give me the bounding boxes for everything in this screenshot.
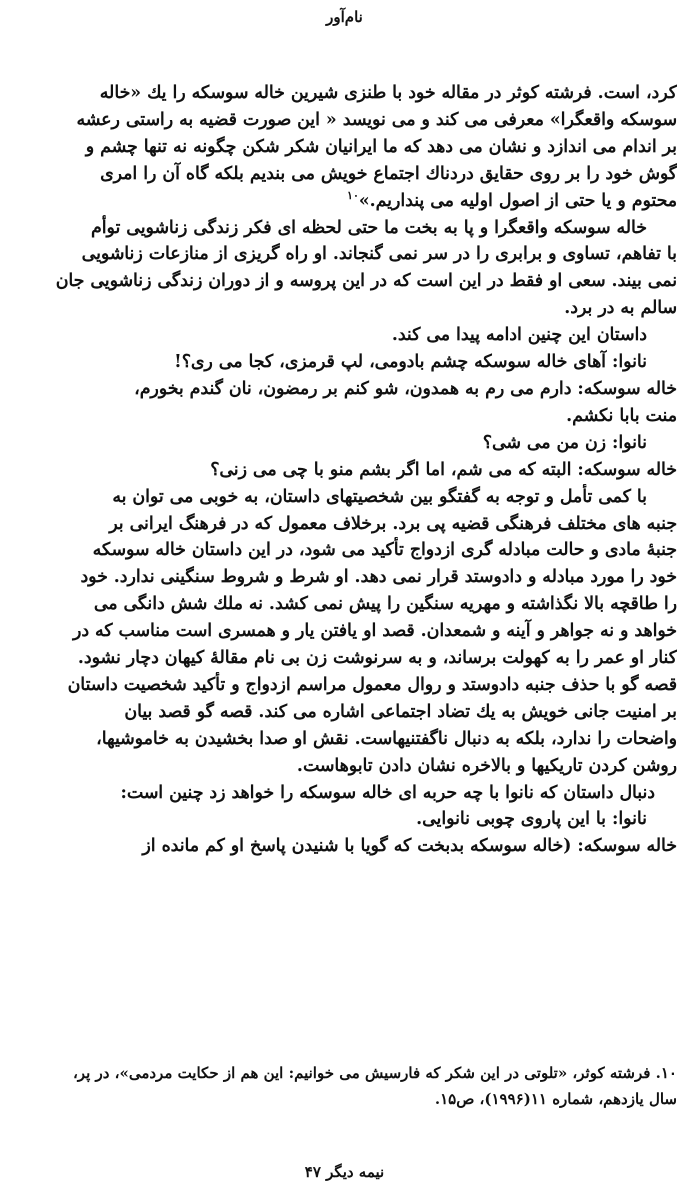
text-line: گوش خود را بر روی حقایق دردناك اجتماع خویش می بندیم بلکه گاه آن را امری (100, 163, 677, 184)
footnote-divider (477, 1054, 677, 1055)
text-line: کرد، است. فرشته کوثر در مقاله خود با طنزی شیرین خاله سوسکه را یك «خاله (99, 83, 677, 103)
text-line: با تفاهم، تساوی و برابری را در سر نمی گنجاند. او راه گریزی از منازعات زناشویی (81, 244, 677, 265)
text-line: روشن کردن تاریکیها و بالاخره نشان دادن تابوهاست. (296, 755, 677, 776)
text-line: بر اندام می اندازد و نشان می دهد که ما ایرانیان شکر شکن چگونه نه تنها چشم و (85, 136, 677, 157)
text-line: خاله سوسکه واقعگرا و پا به بخت ما حتی لحظه ای فکر زندگی زناشویی توأم (91, 217, 647, 238)
dialog-line: خاله سوسکه: دارم می رم به همدون، شو کنم بر رمضون، نان گندم بخورم، (134, 378, 677, 399)
text-line: خود را مورد مبادله و دادوستد قرار نمی دهد. او شرط و شروط سنگینی ندارد. خود (80, 567, 677, 588)
running-title: نام‌آور (326, 8, 363, 26)
dialog-line: خاله سوسکه: البته که می شم، اما اگر بشم منو با چی می زنی؟ (210, 459, 677, 480)
dialog-line: نانوا: آهای خاله سوسکه چشم بادومی، لپ قرمزی، کجا می ری؟! (174, 352, 647, 373)
text-line: جنبهٔ مادی و حالت مبادله گری ازدواج تأکید می شود، در این داستان خاله سوسکه (92, 540, 677, 561)
body-text (12, 80, 677, 860)
text-line: کنار او عمر را به کهولت برساند، و به سرنوشت زن بی نام مقالهٔ کیهان دچار نشود. (77, 648, 677, 669)
text-line: بر امنیت جانی خویش به یك تضاد اجتماعی اشاره می کند. قصه گو قصد بیان (124, 701, 677, 722)
text-line: سالم به در برد. (564, 298, 677, 319)
text-line: خواهد و نه جواهر و آینه و شمعدان. قصد او یافتن یار و همسری است مناسب که در (72, 621, 677, 642)
text-line: دنبال داستان که نانوا با چه حربه ای خاله سوسکه را خواهد زد چنین است: (120, 782, 655, 803)
footnote-marker: ۱۰ (347, 188, 359, 202)
text-line: نمی بیند. سعی او فقط در این است که در این پروسه و از دوران زندگی زناشویی جان (55, 271, 677, 292)
text-line (12, 188, 677, 215)
text-line: را طاقچه بالا نگذاشته و مهریه سنگین را پیش نمی کشد. نه ملك شش دانگی می (93, 594, 677, 615)
dialog-line: نانوا: زن من می شی؟ (482, 432, 647, 453)
text-line: قصه گو با حذف جنبه دادوستد و روال معمول مراسم ازدواج و تأکید شخصیت داستان (67, 674, 677, 695)
dialog-line: خاله سوسکه: (خاله سوسکه بدبخت که گویا با شنیدن پاسخ او کم مانده از (142, 836, 677, 857)
quote-end-text: محتوم و یا حتی از اصول اولیه می پنداریم.» (358, 190, 677, 211)
page-footer: نیمه دیگر ۴۷ (304, 1163, 385, 1181)
dialog-line: نانوا: با این پاروی چوبی نانوایی. (416, 809, 647, 830)
text-line: با کمی تأمل و توجه به گفتگو بین شخصیتهای داستان، به خوبی می توان به (112, 486, 647, 507)
text-line: جنبه های مختلف فرهنگی قضیه پی برد. برخلاف معمول که در فرهنگ ایرانی بر (109, 513, 677, 534)
text-line: سوسکه واقعگرا» معرفی می کند و می نویسد « این صورت قضیه به راستی رعشه (76, 109, 677, 130)
footnote (30, 1060, 677, 1112)
text-line: داستان این چنین ادامه پیدا می کند. (391, 325, 647, 346)
dialog-line: منت بابا نکشم. (566, 405, 677, 426)
text-line: واضحات را ندارد، بلکه به دنبال ناگفتنیهاست. نقش او صدا بخشیدن به خاموشیها، (96, 728, 677, 749)
footnote-line: سال یازدهم، شماره ۱۱(۱۹۹۶)، ص۱۵. (434, 1090, 677, 1108)
footnote-line: ۱۰. فرشته کوثر، «تلوتی در این شکر که فارسیش می خوانیم: این هم از حکایت مردمی»، در پر، (72, 1064, 677, 1082)
